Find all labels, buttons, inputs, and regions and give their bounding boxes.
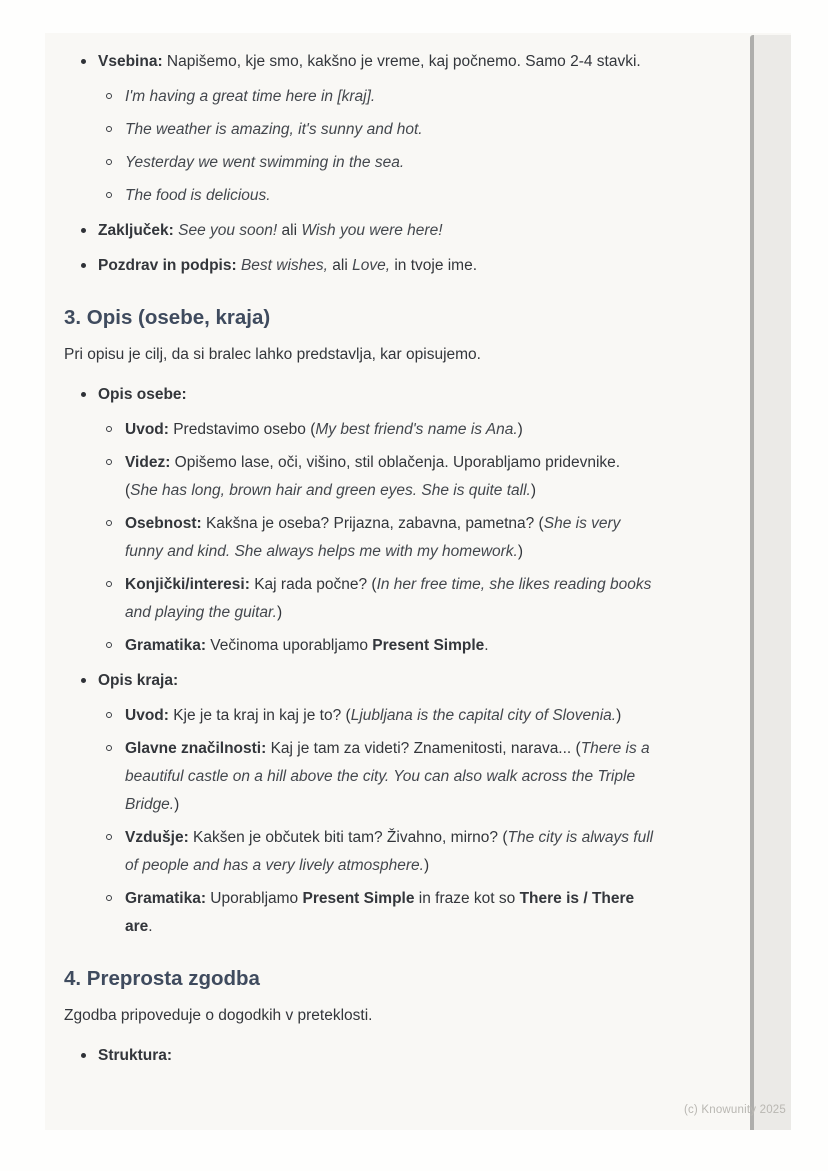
sub-list-item bbox=[64, 449, 656, 505]
text-runs: Yesterday we went swimming in the sea. bbox=[125, 154, 405, 171]
bullet-circle-marker bbox=[106, 834, 112, 840]
bullet-circle-marker bbox=[106, 712, 112, 718]
sub-list-item bbox=[64, 702, 656, 730]
bullet-circle-marker bbox=[106, 426, 112, 432]
text-runs: Gramatika: Uporabljamo Present Simple in fraze kot so There is / There are. bbox=[125, 890, 635, 935]
list-item bbox=[64, 1042, 656, 1070]
bullet-disc-marker bbox=[81, 263, 86, 268]
text-runs: 3. Opis (osebe, kraja) bbox=[64, 306, 271, 329]
bullet-circle-marker bbox=[106, 159, 112, 165]
section-heading bbox=[64, 965, 656, 992]
sub-list-item bbox=[64, 116, 656, 144]
text-runs: Uvod: Kje je ta kraj in kaj je to? (Ljubljana is the capital city of Slovenia.) bbox=[125, 707, 622, 724]
section-heading bbox=[64, 304, 656, 331]
document-content bbox=[64, 41, 656, 1077]
watermark-text: (c) Knowunity 2025 bbox=[683, 1104, 786, 1116]
scrollbar-track[interactable] bbox=[750, 35, 791, 1130]
sub-list-item bbox=[64, 735, 656, 819]
bullet-circle-marker bbox=[106, 642, 112, 648]
text-runs: Videz: Opišemo lase, oči, višino, stil oblačenja. Uporabljamo pridevnike. (She has long, brown hair and green eyes. She is quite tall.) bbox=[125, 454, 621, 499]
bullet-circle-marker bbox=[106, 459, 112, 465]
text-runs: Osebnost: Kakšna je oseba? Prijazna, zabavna, pametna? (She is very funny and kind. She always helps me with my homework.) bbox=[125, 515, 621, 560]
text-runs: 4. Preprosta zgodba bbox=[64, 967, 260, 990]
text-runs: Uvod: Predstavimo osebo (My best friend's name is Ana.) bbox=[125, 421, 523, 438]
bullet-disc-marker bbox=[81, 228, 86, 233]
text-runs: Glavne značilnosti: Kaj je tam za videti? Znamenitosti, narava... (There is a beautiful castle on a hill above the city. You can also walk across the Triple Bridge.) bbox=[125, 740, 650, 813]
list-item bbox=[64, 217, 656, 245]
text-runs: Struktura: bbox=[98, 1047, 173, 1064]
bullet-circle-marker bbox=[106, 192, 112, 198]
bullet-circle-marker bbox=[106, 895, 112, 901]
bullet-circle-marker bbox=[106, 93, 112, 99]
sub-list-item bbox=[64, 416, 656, 444]
sub-list-item bbox=[64, 824, 656, 880]
text-runs: I'm having a great time here in [kraj]. bbox=[125, 88, 376, 105]
text-runs: Pri opisu je cilj, da si bralec lahko predstavlja, kar opisujemo. bbox=[64, 346, 481, 363]
text-runs: Pozdrav in podpis: Best wishes, ali Love, in tvoje ime. bbox=[98, 257, 478, 274]
sub-list-item bbox=[64, 510, 656, 566]
text-runs: Zgodba pripoveduje o dogodkih v preteklosti. bbox=[64, 1007, 373, 1024]
text-runs: Vzdušje: Kakšen je občutek biti tam? Živahno, mirno? (The city is always full of people and has a very lively atmosphere.) bbox=[125, 829, 654, 874]
bullet-circle-marker bbox=[106, 581, 112, 587]
bullet-disc-marker bbox=[81, 1053, 86, 1058]
sub-list-item bbox=[64, 83, 656, 111]
text-runs: Gramatika: Večinoma uporabljamo Present Simple. bbox=[125, 637, 489, 654]
text-runs: The food is delicious. bbox=[125, 187, 271, 204]
document-page bbox=[45, 33, 791, 1130]
sub-list-item bbox=[64, 571, 656, 627]
text-runs: The weather is amazing, it's sunny and hot. bbox=[125, 121, 423, 138]
bullet-circle-marker bbox=[106, 126, 112, 132]
paragraph bbox=[64, 1002, 656, 1030]
sub-list-item bbox=[64, 632, 656, 660]
bullet-disc-marker bbox=[81, 678, 86, 683]
bullet-circle-marker bbox=[106, 745, 112, 751]
text-runs: Vsebina: Napišemo, kje smo, kakšno je vreme, kaj počnemo. Samo 2-4 stavki. bbox=[98, 53, 641, 70]
list-item bbox=[64, 48, 656, 76]
bullet-disc-marker bbox=[81, 59, 86, 64]
text-runs: Zaključek: See you soon! ali Wish you were here! bbox=[98, 222, 443, 239]
sub-list-item bbox=[64, 182, 656, 210]
paragraph bbox=[64, 341, 656, 369]
list-item bbox=[64, 667, 656, 695]
bullet-disc-marker bbox=[81, 392, 86, 397]
bullet-circle-marker bbox=[106, 520, 112, 526]
sub-list-item bbox=[64, 885, 656, 941]
list-item bbox=[64, 381, 656, 409]
list-item bbox=[64, 252, 656, 280]
text-runs: Konjički/interesi: Kaj rada počne? (In her free time, she likes reading books and playing the guitar.) bbox=[125, 576, 652, 621]
text-runs: Opis kraja: bbox=[98, 672, 179, 689]
text-runs: Opis osebe: bbox=[98, 386, 187, 403]
sub-list-item bbox=[64, 149, 656, 177]
